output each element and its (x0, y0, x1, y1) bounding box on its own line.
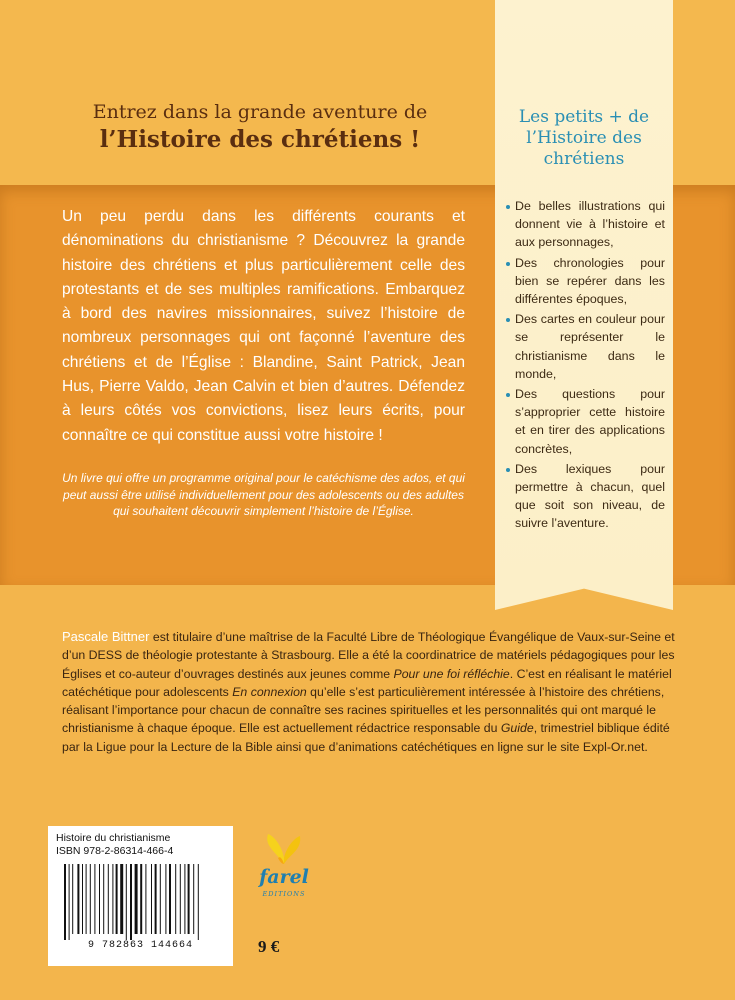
bio-work-title: Pour une foi réfléchie (393, 666, 510, 681)
barcode-bar (64, 864, 66, 940)
headline-line1: Entrez dans la grande aventure de (92, 101, 428, 123)
list-item: Des cartes en couleur pour se représenter le christianisme dans le monde, (505, 310, 665, 383)
author-bio (62, 628, 677, 756)
list-item: Des lexiques pour permettre à chacun, quel que soit son niveau, de suivre l’aventure. (505, 460, 665, 533)
headline (60, 100, 460, 156)
barcode-bar (108, 864, 109, 934)
barcode-bar (169, 864, 171, 934)
tagline: Un livre qui offre un programme original pour le catéchisme des ados, et qui peut aussi être utilisé individuellement pour des adolescents ou des adultes qui souhaitent découvrir simplement l’histoire de l’Église. (62, 471, 465, 518)
barcode-isbn: ISBN 978-2-86314-466-4 (56, 845, 174, 857)
price: 9 € (258, 937, 280, 956)
list-item: Des questions pour s’approprier cette histoire et en tirer des applications concrètes, (505, 385, 665, 458)
barcode-bar (120, 864, 123, 934)
butterfly-icon (254, 828, 314, 868)
bio-text: qu’elle s’est particulièrement intéressée à l’histoire des chrétiens, réalisant l’importance pour chacun de connaître ses racines spirituelles et les personnalités qui ont marqué le christianisme à chaque époque. Elle est actuellement rédactrice responsable du (62, 684, 665, 736)
barcode-bar (140, 864, 142, 934)
author-name: Pascale Bittner (62, 629, 150, 644)
barcode-bar (72, 864, 73, 934)
bio-work-title: En connexion (232, 684, 307, 699)
barcode-bar (103, 864, 104, 934)
barcode-bar (151, 864, 152, 934)
headline-title: l’Histoire des chrétiens ! (99, 126, 421, 153)
barcode-bar (99, 864, 100, 934)
bio-work-title: Guide (500, 721, 534, 736)
barcode-box (48, 826, 233, 966)
barcode-bar (130, 864, 132, 940)
barcode-bar (198, 864, 199, 940)
barcode-bar (82, 864, 83, 934)
bio-text: est titulaire d’une maîtrise de la Faculté Libre de Théologique Évangélique de Vaux-sur-Seine et d’un DESS de théologie protestante à Strasbourg. Elle a été la coordinatrice de matériels pédagogiques pour les Églises et co-auteur d’ouvrages destinés aux jeunes comme (62, 630, 675, 681)
barcode-bar (155, 864, 157, 934)
barcode-bar (165, 864, 166, 934)
barcode-bar (90, 864, 91, 934)
barcode-bar (69, 864, 70, 940)
intro-paragraph: Un peu perdu dans les différents courants et dénominations du christianisme ? Découvrez la grande histoire des chrétiens et plus particulièrement celle des protestants et de ses multiples ramifications. Embarquez à bord des navires missionnaires, suivez l’histoire de nombreux personnages qui ont façonné l’aventure des chrétiens et de l’Église : Blandine, Saint Patrick, Jean Hus, Pierre Valdo, Jean Calvin et bien d’autres. Défendez à leurs côtés vos convictions, lisez leurs écrits, pour connaître ce qui constitue aussi votre histoire ! (62, 208, 465, 444)
publisher-sub: EDITIONS (262, 890, 306, 898)
barcode-bar (116, 864, 118, 934)
barcode-bar (94, 864, 95, 934)
barcode-bar (175, 864, 176, 934)
barcode-bar (193, 864, 194, 934)
bio-text: . C’est en réalisant le matériel catéchétique pour adolescents (62, 666, 672, 699)
bio-text: , trimestriel biblique édité par la Ligue pour la Lecture de la Bible ainsi que d’animations catéchétiques en ligne sur le site Expl-Or.net. (62, 721, 670, 754)
barcode-bar (126, 864, 127, 940)
barcode-bar (135, 864, 138, 934)
barcode-bar (160, 864, 161, 934)
barcode-bar (145, 864, 146, 934)
barcode-bar (180, 864, 181, 934)
ribbon-list (505, 197, 665, 535)
publisher-name: farel (259, 866, 309, 888)
barcode-bar (86, 864, 87, 934)
list-item: De belles illustrations qui donnent vie à l’histoire et aux personnages, (505, 197, 665, 252)
barcode-bar (77, 864, 79, 934)
barcode-bar (188, 864, 190, 934)
barcode-bar (184, 864, 185, 934)
barcode-bars (62, 864, 220, 940)
ribbon-title: Les petits + de l’Histoire des chrétiens (518, 107, 650, 169)
list-item: Des chronologies pour bien se repérer dans les différentes époques, (505, 254, 665, 309)
barcode-digits: 9 782863 144664 (87, 940, 193, 951)
barcode-bar (112, 864, 113, 934)
publisher-logo (254, 828, 314, 908)
barcode-title: Histoire du christianisme (56, 832, 171, 844)
